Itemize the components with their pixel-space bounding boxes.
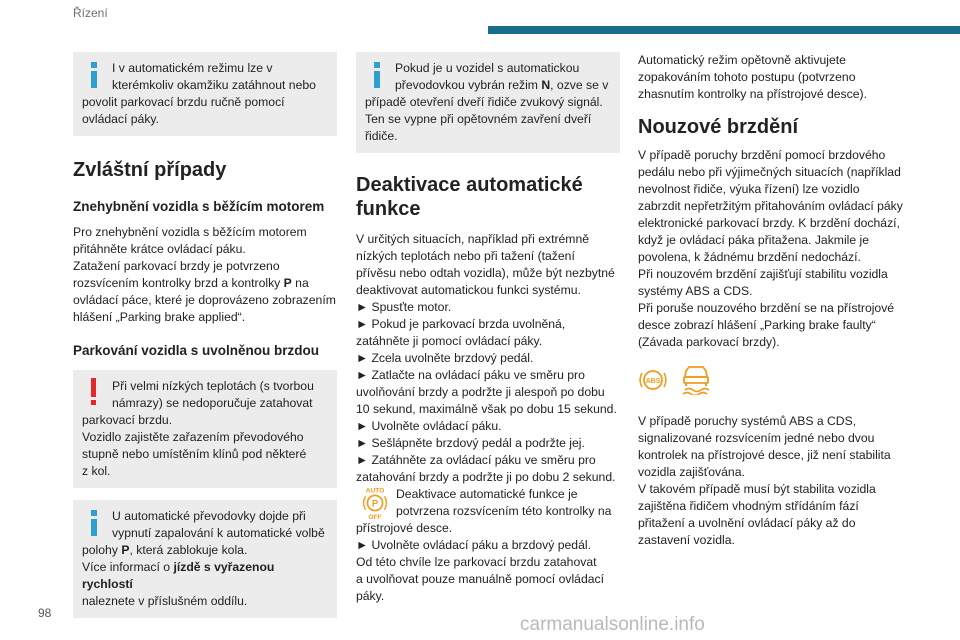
text-line: naleznete v příslušném oddílu. bbox=[82, 594, 248, 608]
text-line: kontrolek na přístrojové desce, již není stabilita bbox=[638, 448, 891, 462]
info-icon bbox=[86, 510, 102, 536]
text-line: V určitých situacích, například při extrémně bbox=[356, 232, 590, 246]
text-line: hlášení „Parking brake applied“. bbox=[73, 310, 246, 324]
text-line: stupně nebo umístěním klínů pod některé bbox=[82, 447, 307, 461]
watermark: carmanualsonline.info bbox=[520, 614, 705, 635]
section-title: Deaktivace automatické funkce bbox=[356, 174, 583, 220]
text-line: ► Uvolněte ovládací páku a brzdový pedál. bbox=[356, 538, 591, 552]
text-line: Při velmi nízkých teplotách (s tvorbou bbox=[112, 379, 314, 393]
text-line: potvrzena rozsvícením této kontrolky na bbox=[396, 504, 612, 518]
text-line: ► Zatáhněte za ovládací páku ve směru pro bbox=[356, 453, 596, 467]
text-line: Deaktivace automatické funkce je bbox=[396, 487, 578, 501]
column-1 bbox=[73, 52, 337, 630]
cross-reference-link: jízdě s vyřazenou rychlostí bbox=[82, 560, 275, 591]
section-header: Řízení bbox=[73, 6, 108, 20]
text-line: Zatažení parkovací brzdy je potvrzeno bbox=[73, 259, 280, 273]
text-line: vypnutí zapalování k automatické volbě bbox=[112, 526, 325, 540]
text-line: Vozidlo zajistěte zařazením převodového bbox=[82, 430, 304, 444]
column-3 bbox=[638, 52, 906, 549]
info-note-box bbox=[73, 500, 337, 618]
text-line: zhasnutím kontrolky na přístrojové desce). bbox=[638, 87, 867, 101]
warning-icon bbox=[89, 378, 97, 406]
text-line: ► Sešlápněte brzdový pedál a podržte jej. bbox=[356, 436, 585, 450]
text-line: kterémkoliv okamžiku zatáhnout nebo bbox=[112, 78, 316, 92]
text-line: Více informací o jízdě s vyřazenou rychlostí bbox=[82, 560, 275, 591]
subsection-title: Parkování vozidla s uvolněnou brzdou bbox=[73, 343, 320, 358]
text-line: zabrzdit nepřetržitým přitahováním ovládací páky bbox=[638, 199, 903, 213]
text-line: když je ovládací páka přitažena. Jakmile je bbox=[638, 233, 870, 247]
header-accent-bar bbox=[488, 26, 960, 34]
abs-warning-icon bbox=[638, 365, 668, 395]
text-line: zajištěna řidičem vhodným střídáním fází bbox=[638, 499, 859, 513]
intro-text bbox=[638, 52, 906, 103]
text-line: převodovkou vybrán režim N, ozve se v bbox=[395, 78, 609, 92]
warning-lamps-row bbox=[638, 365, 906, 399]
text-line: ovládací páce, které je doprovázeno zobrazením bbox=[73, 293, 336, 307]
text-line: případě otevření dveří řidiče zvukový signál. bbox=[365, 95, 603, 109]
procedure-text-end bbox=[356, 537, 620, 605]
text-line: Automatický režim opětovně aktivujete bbox=[638, 53, 846, 67]
section-title: Zvláštní případy bbox=[73, 159, 227, 181]
subsection-title: Znehybnění vozidla s běžícím motorem bbox=[73, 199, 325, 214]
text-line: vozidla zajišťována. bbox=[638, 465, 745, 479]
text-line: parkovací brzdu. bbox=[82, 413, 173, 427]
abs-label: ABS bbox=[645, 378, 661, 385]
parking-brake-auto-off-icon bbox=[356, 486, 394, 520]
emergency-braking-text bbox=[638, 147, 906, 351]
text-line: Při poruše nouzového brzdění se na přístrojové bbox=[638, 301, 895, 315]
auto-off-indicator-row bbox=[356, 486, 620, 537]
text-line: Při nouzovém brzdění zajišťují stabilitu vozidla bbox=[638, 267, 888, 281]
text-line: (Závada parkovací brzdy). bbox=[638, 335, 780, 349]
text-line: Pokud je u vozidel s automatickou bbox=[395, 61, 580, 75]
text-line: elektronické parkovací brzdy. K brzdění dochází, bbox=[638, 216, 900, 230]
procedure-text bbox=[356, 231, 620, 486]
text-line: Ten se vypne při opětovném zavření dveří bbox=[365, 112, 592, 126]
text-line: polohy P, která zablokuje kola. bbox=[82, 543, 248, 557]
auto-icon-label: AUTO bbox=[365, 487, 385, 495]
text-line: zatáhněte ji pomocí ovládací páky. bbox=[356, 334, 543, 348]
text-line: V případě poruchy systémů ABS a CDS, bbox=[638, 414, 857, 428]
abs-failure-text bbox=[638, 413, 906, 549]
text-line: ► Zcela uvolněte brzdový pedál. bbox=[356, 351, 534, 365]
svg-text:P: P bbox=[371, 498, 379, 510]
text-line: ► Zatlačte na ovládací páku ve směru pro bbox=[356, 368, 585, 382]
text-line: ► Spusťte motor. bbox=[356, 300, 452, 314]
page-number: 98 bbox=[38, 606, 52, 620]
text-line: přívěsu nebo odtah vozidla), může být nezbytné bbox=[356, 266, 615, 280]
section-title: Nouzové brzdění bbox=[638, 116, 799, 138]
text-line: V takovém případě musí být stabilita vozidla bbox=[638, 482, 876, 496]
text-line: páky. bbox=[356, 589, 385, 603]
text-line: námrazy) se nedoporučuje zatahovat bbox=[112, 396, 313, 410]
stability-control-icon bbox=[679, 365, 713, 395]
text-line: deaktivovat automatickou funkci systému. bbox=[356, 283, 581, 297]
text-line: nevolnost řidiče, výuka řízení) lze vozidlo bbox=[638, 182, 860, 196]
text-line: povolena, k žádnému brzdění nedochází. bbox=[638, 250, 861, 264]
text-line: signalizované rozsvícením jedné nebo dvou bbox=[638, 431, 875, 445]
text-line: přístrojové desce. bbox=[356, 521, 453, 535]
text-line: Pro znehybnění vozidla s běžícím motorem bbox=[73, 225, 307, 239]
off-icon-label: OFF bbox=[368, 514, 382, 520]
text-line: zopakováním tohoto postupu (potvrzeno bbox=[638, 70, 856, 84]
info-note-box bbox=[73, 52, 337, 136]
text-line: rozsvícením kontrolky brzd a kontrolky P na bbox=[73, 276, 309, 290]
text-line: I v automatickém režimu lze v bbox=[112, 61, 273, 75]
text-line: V případě poruchy brzdění pomocí brzdového bbox=[638, 148, 886, 162]
text-line: řidiče. bbox=[365, 129, 398, 143]
text-line: přitažení a uvolnění ovládací páky až do bbox=[638, 516, 856, 530]
info-note-box bbox=[356, 52, 620, 153]
text-line: uvolňování brzdy a podržte ji alespoň po dobu bbox=[356, 385, 605, 399]
text-line: přitáhněte krátce ovládací páku. bbox=[73, 242, 246, 256]
text-line: a uvolňovat pouze manuálně pomocí ovládací bbox=[356, 572, 604, 586]
text-line: Od této chvíle lze parkovací brzdu zatahovat bbox=[356, 555, 597, 569]
text-line: systémy ABS a CDS. bbox=[638, 284, 753, 298]
text-line: U automatické převodovky dojde při bbox=[112, 509, 306, 523]
text-line: ovládací páky. bbox=[82, 112, 160, 126]
column-2 bbox=[356, 52, 620, 605]
text-line: ► Pokud je parkovací brzda uvolněná, bbox=[356, 317, 566, 331]
info-icon bbox=[369, 62, 385, 88]
text-line: z kol. bbox=[82, 464, 111, 478]
text-line: nízkých teplotách nebo při tažení (tažení bbox=[356, 249, 575, 263]
info-icon bbox=[86, 62, 102, 88]
text-line: zatahování brzdy a podržte ji po dobu 2 sekund. bbox=[356, 470, 616, 484]
text-line: desce zobrazí hlášení „Parking brake faulty“ bbox=[638, 318, 876, 332]
text-line: 10 sekund, maximálně však po dobu 15 sekund. bbox=[356, 402, 617, 416]
text-line: ► Uvolněte ovládací páku. bbox=[356, 419, 502, 433]
text-line: zastavení vozidla. bbox=[638, 533, 735, 547]
warning-box bbox=[73, 370, 337, 488]
text-line: povolit parkovací brzdu ručně pomocí bbox=[82, 95, 285, 109]
text-line: pedálu nebo při výjimečných situacích (například bbox=[638, 165, 901, 179]
